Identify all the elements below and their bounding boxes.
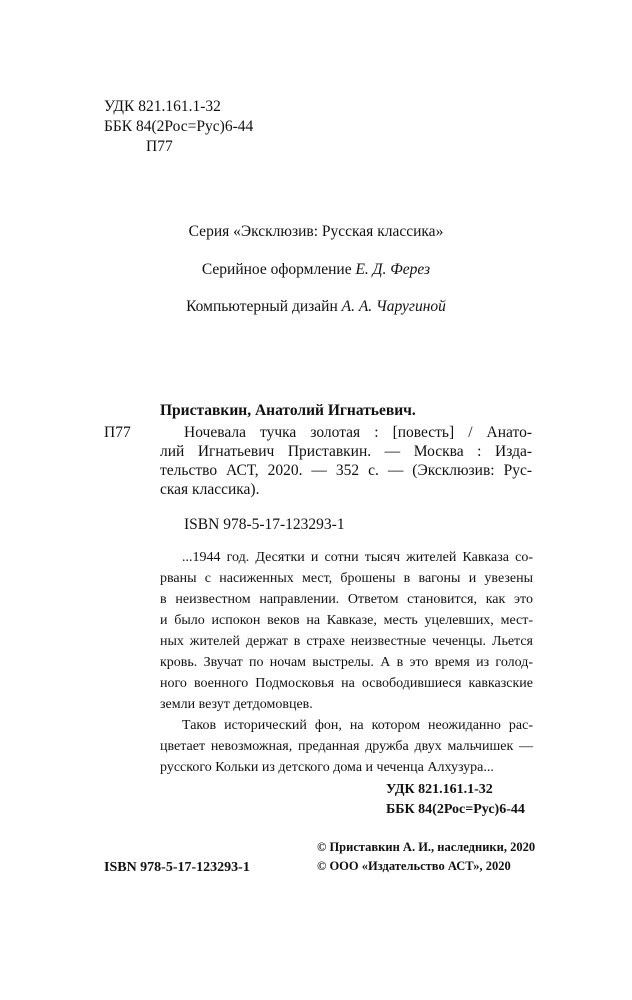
annotation-bbk-code: ББК 84(2Рос=Рус)6-44 bbox=[386, 802, 525, 817]
annotation-line: цветает невозможная, преданная дружба двух мальчишек — bbox=[160, 739, 533, 754]
bib-isbn: ISBN 978-5-17-123293-1 bbox=[184, 516, 345, 533]
copyright-author: © Приставкин А. И., наследники, 2020 bbox=[317, 840, 536, 854]
annotation-line: и было испокон веков на Кавказе, месть уцелевших, мест- bbox=[160, 613, 533, 628]
cover-designer-name: Е. Д. Ферез bbox=[355, 261, 431, 278]
cover-design-credit bbox=[0, 260, 632, 279]
annotation-line: ных жителей держат в страхе неизвестные чеченцы. Льется bbox=[160, 634, 533, 649]
annotation-line: русского Кольки из детского дома и чеченца Алхузура... bbox=[160, 760, 494, 775]
bib-line: лий Игнатьевич Приставкин. — Москва : Изда- bbox=[160, 443, 532, 460]
copyright-publisher: © ООО «Издательство АСТ», 2020 bbox=[317, 859, 511, 873]
annotation-line: ного военного Подмосковья на освободившиеся кавказские bbox=[160, 676, 533, 691]
bbk-code: ББК 84(2Рос=Рус)6-44 bbox=[104, 118, 254, 135]
annotation-line: кровь. Звучат по ночам выстрелы. А в это время из голод- bbox=[160, 655, 533, 670]
author-mark: П77 bbox=[146, 138, 173, 155]
annotation-udk-code: УДК 821.161.1-32 bbox=[386, 782, 493, 797]
bib-description bbox=[160, 423, 532, 499]
annotation-line: рваны с насиженных мест, брошены в вагоны и увезены bbox=[160, 571, 533, 586]
computer-design-credit bbox=[0, 297, 632, 316]
annotation-line: земли везут детдомовцев. bbox=[160, 697, 313, 712]
annotation-line: ...1944 год. Десятки и сотни тысяч жителей Кавказа со- bbox=[182, 550, 533, 565]
annotation-line: в неизвестном направлении. Ответом становится, как это bbox=[160, 592, 533, 607]
computer-design-label: Компьютерный дизайн bbox=[186, 298, 342, 315]
bib-author-heading: Приставкин, Анатолий Игнатьевич. bbox=[160, 402, 416, 419]
udk-code: УДК 821.161.1-32 bbox=[104, 98, 221, 115]
annotation-paragraph-2 bbox=[160, 715, 533, 778]
annotation-line: Таков исторический фон, на котором неожиданно рас- bbox=[182, 718, 533, 733]
annotation-paragraph-1 bbox=[160, 547, 533, 715]
cover-design-label: Серийное оформление bbox=[201, 261, 356, 278]
computer-designer-name: А. А. Чаругиной bbox=[341, 298, 446, 315]
series-line: Серия «Эксклюзив: Русская классика» bbox=[188, 223, 444, 240]
bib-line: Ночевала тучка золотая : [повесть] / Анато- bbox=[184, 424, 532, 441]
bib-line: ская классика). bbox=[160, 481, 260, 498]
bib-line: тельство АСТ, 2020. — 352 с. — (Эксклюзив: Рус- bbox=[160, 462, 532, 479]
bib-author-mark: П77 bbox=[104, 424, 131, 441]
footer-isbn: ISBN 978-5-17-123293-1 bbox=[104, 860, 250, 875]
